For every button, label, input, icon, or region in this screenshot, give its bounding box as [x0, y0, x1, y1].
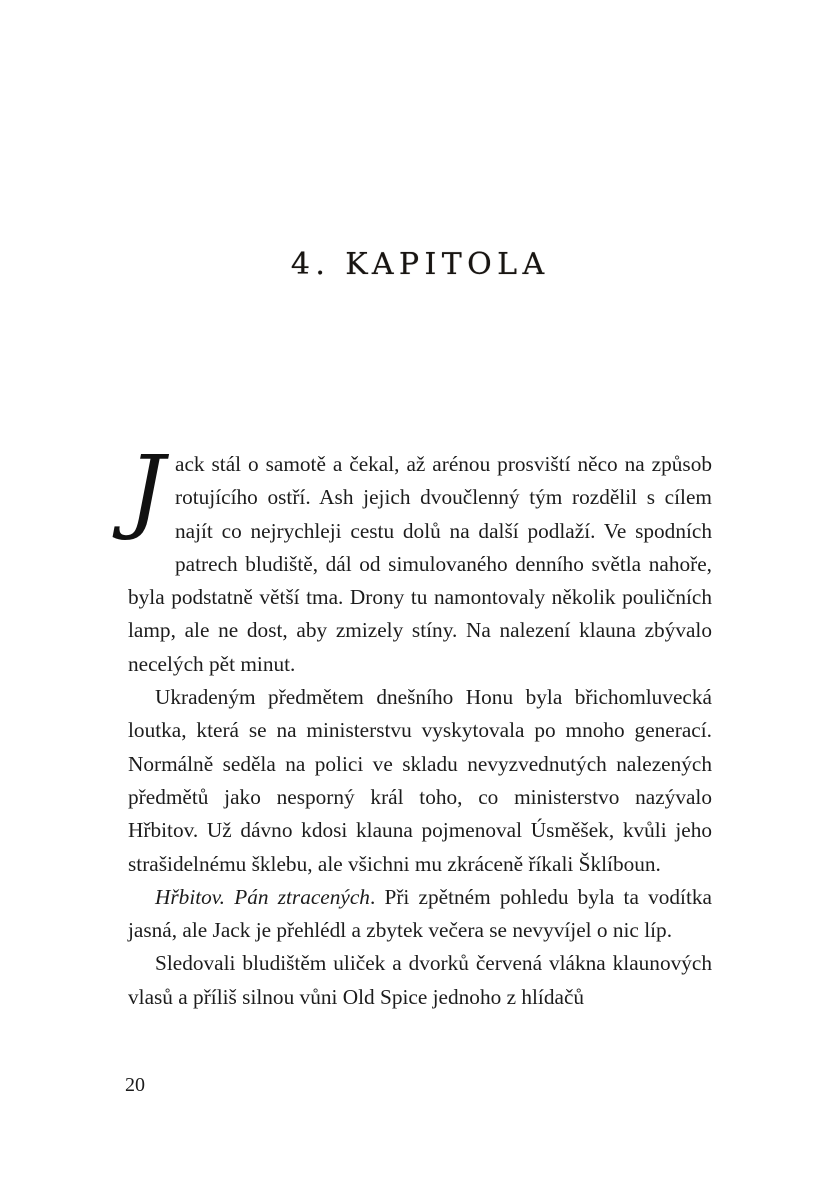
paragraph [128, 881, 712, 948]
paragraph [128, 681, 712, 881]
body-text [128, 436, 712, 1014]
paragraph-opening [128, 436, 712, 681]
drop-cap-letter: J [128, 436, 165, 543]
paragraph-text: ack stál o samotě a čekal, až arénou prosviští něco na způsob rotujícího ostří. Ash jejich dvoučlenný tým rozdělil s cílem najít co nejrychleji cestu dolů na další podlaží. Ve spodních patrech bludiště, dál od simulovaného denního světla nahoře, byla podstatně větší tma. Drony tu namontovaly několik pouličních lamp, ale ne dost, aby zmizely stíny. Na nalezení klauna zbývalo necelých pět minut. [128, 452, 712, 676]
paragraph [128, 947, 712, 1014]
paragraph-text: Sledovali bludištěm uliček a dvorků červená vlákna klaunových vlasů a příliš silnou vůni Old Spice jednoho z hlídačů [128, 951, 712, 1009]
paragraph-text: Ukradeným předmětem dnešního Honu byla břichomluvecká loutka, která se na ministerstvu vyskytovala po mnoho generací. Normálně seděla na polici ve skladu nevyzvednutých nalezených předmětů jako nesporný král toho, co ministerstvo nazývalo Hřbitov. Už dávno kdosi klauna pojmenoval Úsměšek, kvůli jeho strašidelnému šklebu, ale všichni mu zkráceně říkali Šklíboun. [128, 685, 712, 876]
chapter-heading: 4. KAPITOLA [290, 247, 550, 282]
page-number: 20 [125, 1074, 145, 1096]
paragraph-text: . Při zpětném pohledu byla ta vodítka jasná, ale Jack je přehlédl a zbytek večera se nevyvíjel o nic líp. [128, 884, 712, 943]
paragraph-italic-lead: Hřbitov. Pán ztracených [155, 884, 370, 909]
